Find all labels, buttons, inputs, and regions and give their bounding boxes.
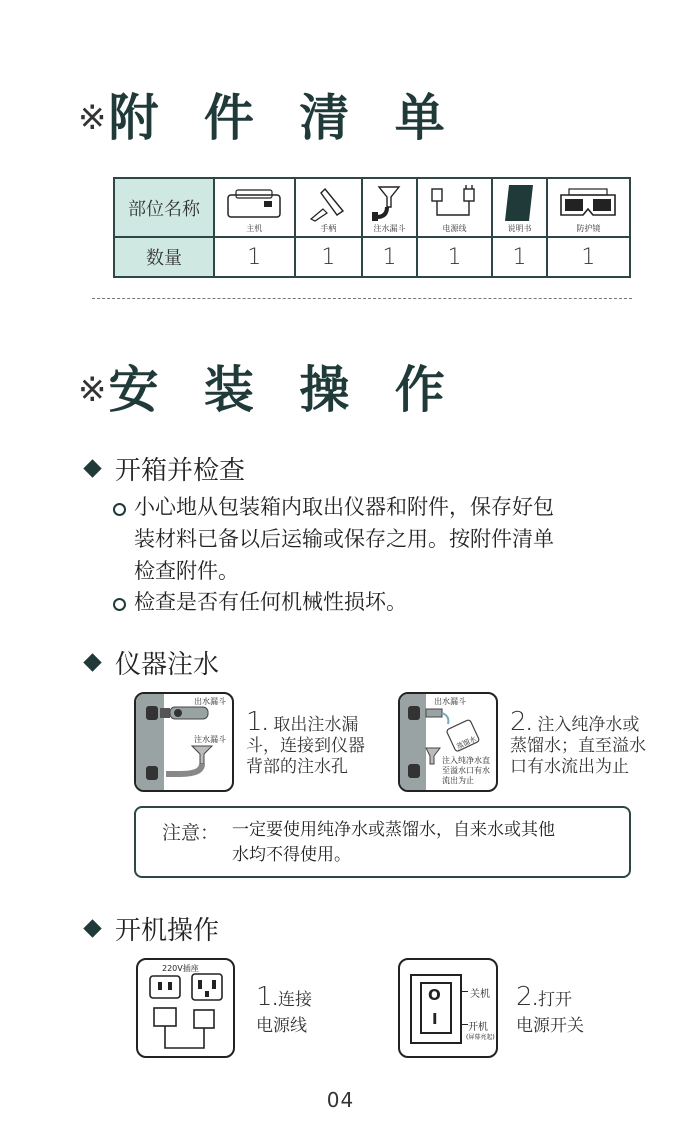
text-line: 电源线 [256,1016,307,1036]
text-line: .连接 [272,990,312,1010]
main-unit-icon [224,187,284,223]
fill-panel-2 [398,692,498,792]
item-label: 注水漏斗 [373,224,406,233]
power-step-2 [516,984,584,1039]
unbox-bullet-2: 检查是否有任何机械性损坏。 [134,590,407,614]
qty-main-unit: 1 [214,237,295,277]
fill-panel-1 [134,692,234,792]
unbox-heading-text: 开箱并检查 [115,456,246,486]
text-line: 蒸馏水；直至溢水 [510,736,646,756]
socket-label: 220V插座 [162,964,199,973]
step-number: 1 [246,707,263,737]
text-line: 水均不得使用。 [232,845,351,865]
funnel-icon [369,183,409,223]
fill-step-1 [246,707,365,778]
step-number: 1 [256,982,273,1012]
text-line: 斗，连接到仪器 [246,736,365,756]
fill-step-2 [510,707,646,778]
row-label-qty: 数量 [114,237,214,277]
table-row-qty [114,237,630,277]
cell-main-unit [214,178,295,237]
cell-funnel [362,178,417,237]
accessories-title [78,78,459,150]
text-line: 电源开关 [516,1016,584,1036]
qty-goggles: 1 [547,237,630,277]
qty-funnel: 1 [362,237,417,277]
step-number: 2 [510,707,527,737]
cell-goggles [547,178,630,237]
reference-mark: ※ [78,98,107,138]
manual-icon [499,183,539,223]
qty-handle: 1 [295,237,363,277]
text-line: .打开 [532,990,572,1010]
inlet-funnel-label: 注水漏斗 [194,735,226,744]
unbox-bullet-1 [134,491,554,587]
qty-power-cord: 1 [417,237,492,277]
on-symbol: I [432,1010,438,1028]
note-label: 注意： [162,822,220,844]
power-switch-icon [410,974,462,1044]
plug-socket-illustration [138,960,233,1056]
fill-heading [80,644,219,681]
cell-handle [295,178,363,237]
goggles-icon [557,187,619,223]
off-label: 关机 [470,989,490,1000]
handle-icon [303,185,353,223]
power-cord-icon [426,185,482,223]
note-text [232,818,555,868]
off-symbol: O [428,986,441,1004]
power-heading [80,910,219,947]
diamond-bullet-icon [83,459,101,477]
fill-heading-text: 仪器注水 [115,650,220,680]
pour-instruction [442,756,490,786]
text-line: . 取出注水漏 [262,715,359,735]
accessories-title-text: 附 件 清 单 [108,89,459,147]
circle-bullet-icon [113,503,126,516]
power-heading-text: 开机操作 [115,916,220,946]
text-line: 一定要使用纯净水或蒸馏水，自来水或其他 [232,820,555,840]
reference-mark: ※ [78,370,107,410]
item-label: 防护镜 [576,224,601,233]
text-line: 背部的注水孔 [246,757,348,777]
circle-bullet-icon [113,598,126,611]
leader-line [460,991,468,992]
cell-power-cord [417,178,492,237]
unbox-heading [80,450,245,487]
page-number: 04 [326,1088,355,1112]
water-note-box [134,806,631,878]
diamond-bullet-icon [83,653,101,671]
on-note: (屏幕亮起) [466,1034,495,1041]
diamond-bullet-icon [83,919,101,937]
text-line: 流出为止 [442,776,474,785]
accessories-table [113,177,631,278]
step-number: 2 [516,982,533,1012]
install-title [78,350,459,422]
text-line: 注入纯净水直 [442,756,490,765]
on-label: 开机 [468,1022,488,1033]
text-line: 小心地从包装箱内取出仪器和附件，保存好包 [134,495,554,519]
table-row-names [114,178,630,237]
install-title-text: 安 装 操 作 [108,361,459,419]
distilled-water-label: 蒸馏水 [455,734,478,752]
row-label-name: 部位名称 [114,178,214,237]
qty-manual: 1 [492,237,547,277]
text-line: 至溢水口有水 [442,766,490,775]
item-label: 手柄 [320,224,337,233]
outlet-funnel-label: 出水漏斗 [434,697,466,706]
text-line: 检查附件。 [134,559,239,583]
outlet-funnel-label: 出水漏斗 [194,697,226,706]
cell-manual [492,178,547,237]
item-label: 说明书 [507,224,532,233]
power-panel-2 [398,958,498,1058]
section-divider [92,298,632,299]
power-step-1 [256,984,312,1039]
item-label: 主机 [246,224,263,233]
power-panel-1 [136,958,235,1058]
leader-line [460,1024,468,1025]
item-label: 电源线 [442,224,467,233]
text-line: 口有水流出为止 [510,757,629,777]
text-line: . 注入纯净水或 [526,715,640,735]
text-line: 装材料已备以后运输或保存之用。按附件清单 [134,527,554,551]
